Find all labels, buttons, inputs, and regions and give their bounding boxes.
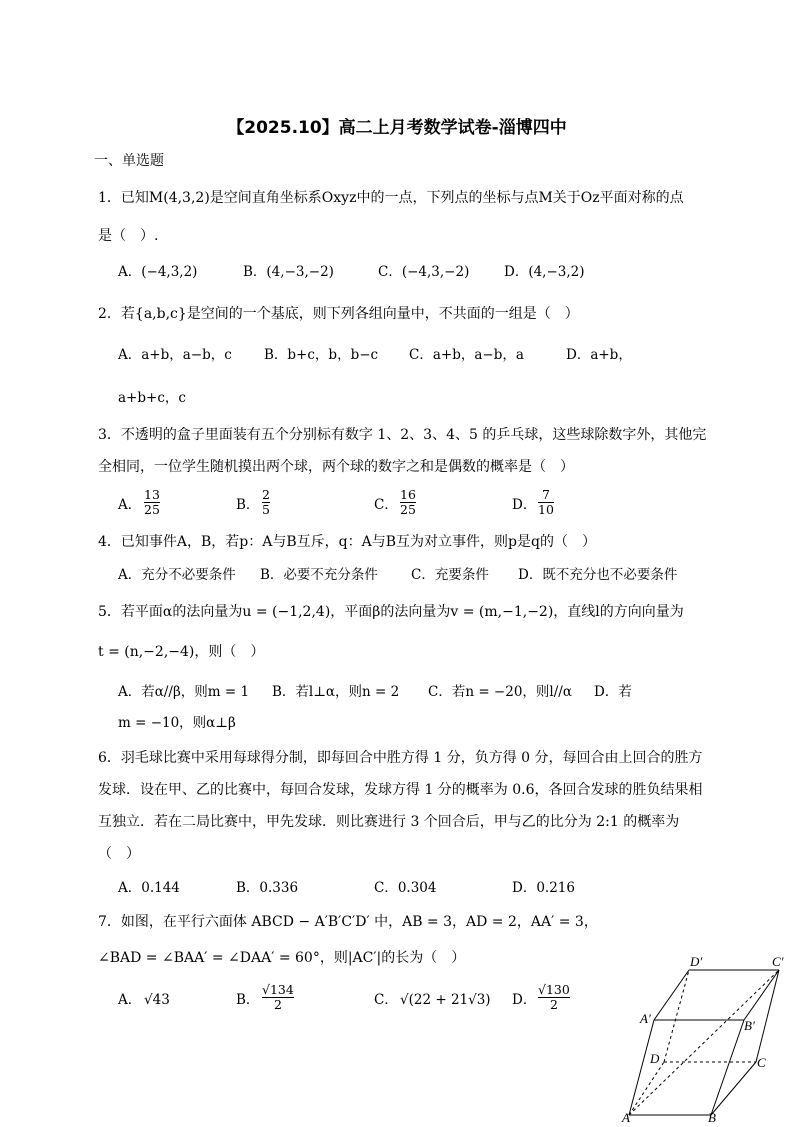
q2-option-c: C．a+b，a−b，a <box>409 347 524 363</box>
q3-option-d-label: D． <box>512 497 537 513</box>
q1-option-d: D．(4,−3,2) <box>504 264 585 280</box>
q7-stem-line2: ∠BAD = ∠BAA′ = ∠DAA′ = 60°，则|AC′|的长为（ ） <box>98 950 466 966</box>
numerator: 13 <box>144 487 160 502</box>
q6-option-a: A．0.144 <box>118 880 180 896</box>
q7-option-a-expr: √43 <box>144 992 170 1008</box>
label-d: D <box>650 1051 660 1066</box>
q6-stem-line2: 发球．设在甲、乙的比赛中，每回合发球，发球方得 1 分的概率为 0.6，各回合发球的胜负结果相 <box>98 782 703 798</box>
q2-option-d-cont: a+b+c，c <box>118 390 186 406</box>
q1-option-a: A．(−4,3,2) <box>118 264 198 280</box>
q7-option-b-label: B． <box>236 992 260 1008</box>
q6-option-d: D．0.216 <box>512 880 575 896</box>
q6-stem-line1: 6．羽毛球比赛中采用每球得分制，即每回合中胜方得 1 分，负方得 0 分，每回合由上回合的胜方 <box>98 750 703 766</box>
label-a-prime: A′ <box>640 1011 651 1026</box>
q3-option-d-fraction <box>538 488 554 517</box>
q4-option-c: C．充要条件 <box>411 567 489 583</box>
q6-option-b: B．0.336 <box>236 880 299 896</box>
q7-option-b-fraction <box>262 983 294 1012</box>
edge-dd1-hidden <box>664 970 689 1062</box>
numerator: 16 <box>400 487 416 502</box>
q4-option-b: B．必要不充分条件 <box>260 567 378 583</box>
edge-d1a1 <box>654 970 689 1020</box>
q7-stem-line1: 7．如图，在平行六面体 ABCD − A′B′C′D′ 中，AB = 3，AD = 2，AA′ = 3， <box>98 914 598 930</box>
q6-option-c: C．0.304 <box>374 880 437 896</box>
q4-stem: 4．已知事件A，B，若p：A与B互斥，q：A与B互为对立事件，则p是q的（ ） <box>98 534 596 550</box>
q1-stem-line2: 是（ ）. <box>98 228 159 244</box>
numerator: 7 <box>541 487 550 502</box>
q3-option-c-label: C． <box>374 497 398 513</box>
diagonal-ac1 <box>629 970 779 1115</box>
label-d-prime: D′ <box>690 954 703 969</box>
parallelepiped-figure <box>614 950 794 1123</box>
q5-option-a: A．若α//β，则m = 1 <box>118 684 250 700</box>
q2-option-b: B．b+c，b，b−c <box>264 347 379 363</box>
numerator: √130 <box>538 982 570 997</box>
edge-aa1 <box>629 1020 654 1115</box>
q7-option-a-label: A． <box>118 992 142 1008</box>
edge-cc1 <box>756 970 779 1062</box>
q5-option-b: B．若l⊥α，则n = 2 <box>272 684 400 700</box>
q3-option-a-label: A． <box>118 497 142 513</box>
q2-option-a: A．a+b，a−b，c <box>118 347 232 363</box>
q3-option-c-fraction <box>400 488 416 517</box>
q5-stem-line1: 5．若平面α的法向量为u = (−1,2,4)，平面β的法向量为v = (m,−1,−2)，直线l的方向向量为 <box>98 604 684 620</box>
denominator: 2 <box>273 997 282 1012</box>
q6-stem-line3: 互独立．若在二局比赛中，甲先发球．则比赛进行 3 个回合后，甲与乙的比分为 2:1 的概率为 <box>98 814 680 830</box>
edge-bc <box>711 1062 756 1115</box>
denominator: 25 <box>144 502 160 517</box>
numerator: √134 <box>262 982 294 997</box>
q6-stem-line4: （ ） <box>98 846 140 862</box>
q2-stem: 2．若{a,b,c}是空间的一个基底，则下列各组向量中，不共面的一组是（ ） <box>98 306 579 322</box>
q1-option-b: B．(4,−3,−2) <box>243 264 334 280</box>
q3-option-b-fraction <box>262 488 270 517</box>
q5-option-c: C．若n = −20，则l//α <box>428 684 572 700</box>
q5-option-d-cont: m = −10，则α⊥β <box>118 715 236 731</box>
label-b-prime: B′ <box>744 1018 755 1033</box>
q7-option-d-fraction <box>538 983 570 1012</box>
denominator: 10 <box>538 502 554 517</box>
q3-stem-line1: 3．不透明的盒子里面装有五个分别标有数字 1、2、3、4、5 的乒乓球，这些球除数字外，其他完 <box>98 427 707 443</box>
q3-option-a-fraction <box>144 488 160 517</box>
q3-option-b-label: B． <box>236 497 260 513</box>
label-c-prime: C′ <box>772 954 784 969</box>
q4-option-a: A．充分不必要条件 <box>118 567 236 583</box>
page-title: 【2025.10】高二上月考数学试卷-淄博四中 <box>227 118 567 138</box>
q7-option-d-label: D． <box>512 992 537 1008</box>
q7-option-c-label: C． <box>374 992 398 1008</box>
label-c: C <box>757 1055 766 1070</box>
edge-ad-hidden <box>629 1062 664 1115</box>
edge-b1c1 <box>744 970 779 1020</box>
section-heading: 一、单选题 <box>94 153 164 169</box>
q5-option-d: D．若 <box>594 684 632 700</box>
q1-option-c: C．(−4,3,−2) <box>378 264 470 280</box>
q1-stem-line1: 1．已知M(4,3,2)是空间直角坐标系Oxyz中的一点，下列点的坐标与点M关于Oz平面对称的点 <box>98 190 684 206</box>
q5-stem-line2: t = (n,−2,−4)，则（ ） <box>98 644 265 660</box>
denominator: 5 <box>262 502 270 517</box>
edge-bb1 <box>711 1020 744 1115</box>
denominator: 25 <box>400 502 416 517</box>
q7-option-c-expr: √(22 + 21√3) <box>400 992 491 1008</box>
label-a: A <box>622 1110 630 1123</box>
label-b: B <box>708 1110 716 1123</box>
q2-option-d: D．a+b， <box>566 347 632 363</box>
parallelepiped-diagram <box>614 950 794 1123</box>
q4-option-d: D．既不充分也不必要条件 <box>518 567 678 583</box>
q3-stem-line2: 全相同，一位学生随机摸出两个球，两个球的数字之和是偶数的概率是（ ） <box>98 459 574 475</box>
numerator: 2 <box>262 487 270 502</box>
denominator: 2 <box>549 997 558 1012</box>
